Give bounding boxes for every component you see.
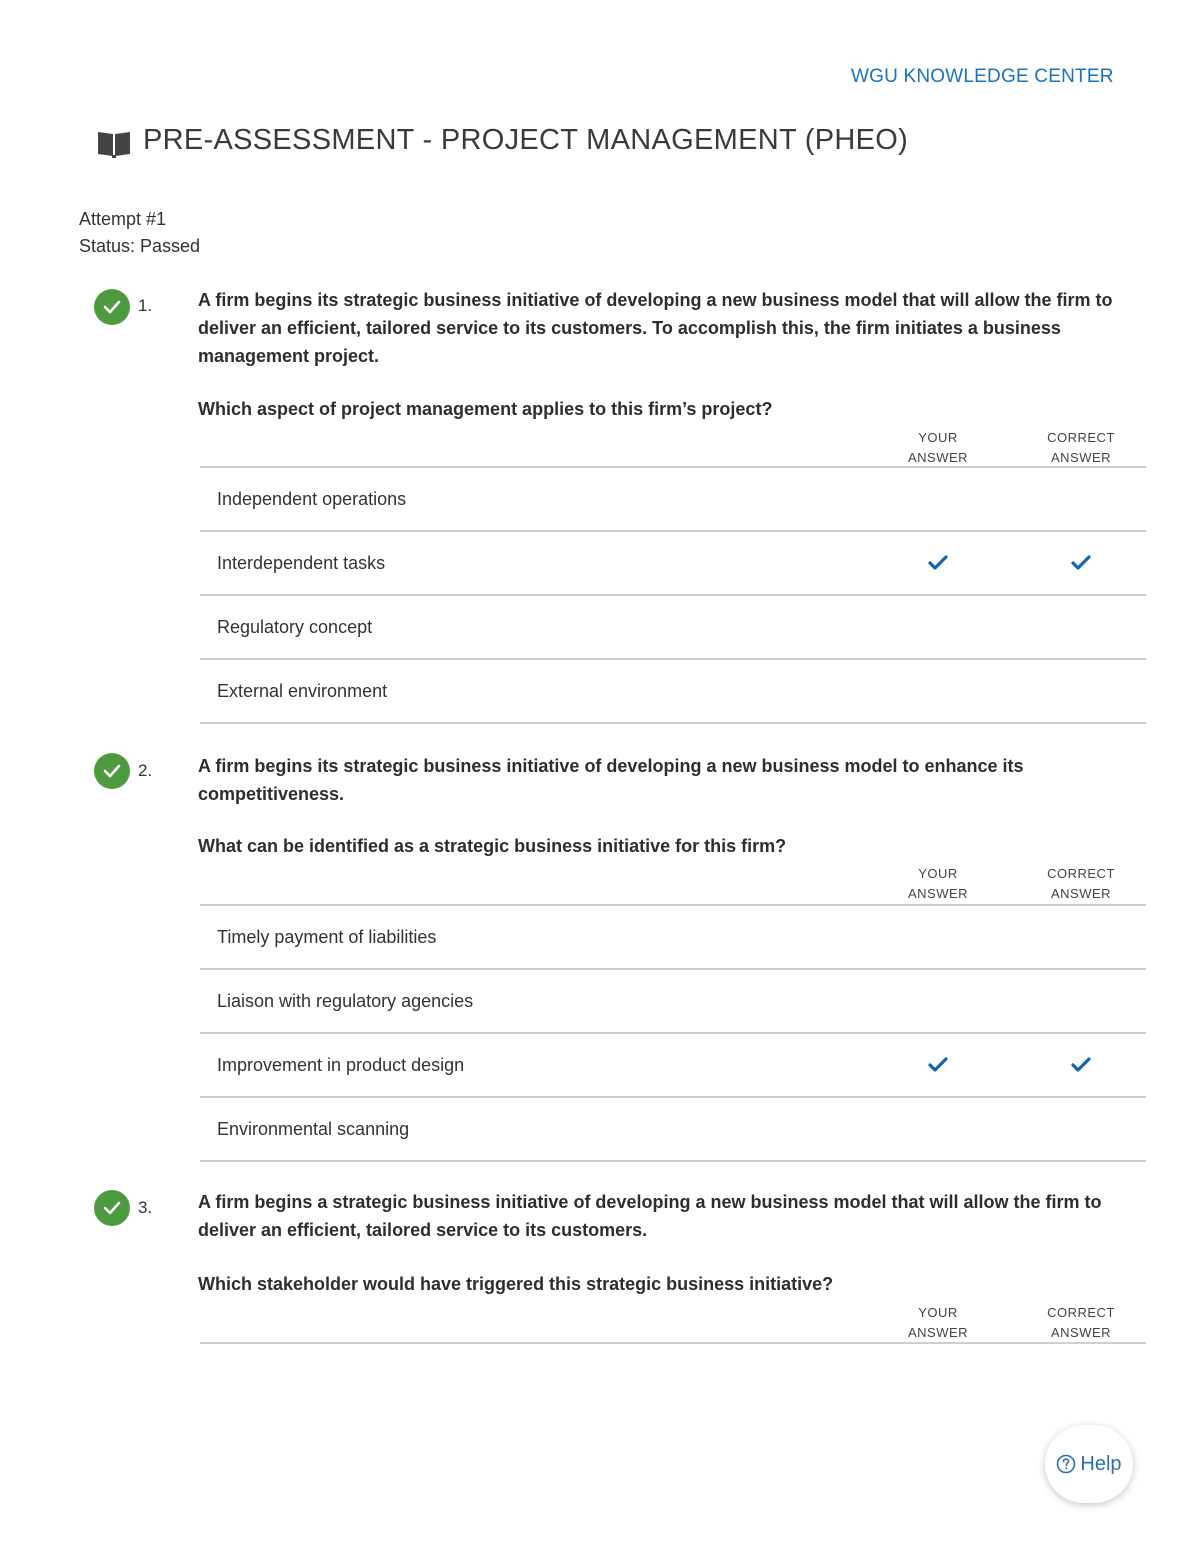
answer-text: Interdependent tasks	[217, 552, 386, 573]
help-button[interactable]	[1045, 1425, 1133, 1503]
question-number: 1.	[138, 296, 153, 315]
correct-check-icon	[94, 753, 130, 789]
question-stem: A firm begins its strategic business initiative of developing a new business model to enhance its competitiveness.	[198, 756, 1024, 804]
correct-answer-header	[1031, 1303, 1131, 1343]
answer-option	[200, 970, 1146, 1034]
answer-list	[200, 904, 1146, 1162]
correct-answer-check-icon	[1071, 1057, 1091, 1073]
your-answer-header	[888, 1303, 988, 1343]
correct-answer-header	[1031, 864, 1131, 904]
question-prompt: Which aspect of project management applies to this firm’s project?	[198, 399, 773, 419]
answer-text: External environment	[217, 680, 388, 701]
correct-answer-header-line2: ANSWER	[1050, 450, 1112, 465]
your-answer-header	[888, 864, 988, 904]
correct-answer-header-line2: ANSWER	[1050, 886, 1112, 901]
answer-text: Environmental scanning	[217, 1118, 410, 1139]
question-prompt: Which stakeholder would have triggered this strategic business initiative?	[198, 1274, 834, 1294]
correct-answer-header-line1: CORRECT	[1047, 430, 1115, 445]
book-icon	[97, 129, 131, 159]
correct-answer-header	[1031, 428, 1131, 468]
question-circle-icon	[1056, 1454, 1076, 1474]
help-label: Help	[1080, 1452, 1122, 1475]
your-answer-check-icon	[928, 1057, 948, 1073]
answer-option	[200, 1034, 1146, 1098]
brand-link[interactable]: WGU KNOWLEDGE CENTER	[851, 66, 1114, 87]
correct-answer-header-line2: ANSWER	[1050, 1325, 1112, 1340]
answer-list	[200, 1342, 1146, 1344]
attempt-number: Attempt #1	[79, 209, 167, 229]
your-answer-check-icon	[928, 555, 948, 571]
correct-check-icon	[94, 1190, 130, 1226]
answer-option	[200, 660, 1146, 724]
your-answer-header-line2: ANSWER	[907, 886, 969, 901]
correct-answer-header-line1: CORRECT	[1047, 866, 1115, 881]
answer-option	[200, 906, 1146, 970]
question-stem: A firm begins its strategic business initiative of developing a new business model that will allow the firm to deliver an efficient, tailored service to its customers. To accomplish this, the firm initiates a business management project.	[198, 290, 1113, 366]
question-stem: A firm begins a strategic business initiative of developing a new business model that will allow the firm to deliver an efficient, tailored service to its customers.	[198, 1192, 1102, 1240]
answer-option	[200, 468, 1146, 532]
your-answer-header	[888, 428, 988, 468]
answer-option	[200, 1098, 1146, 1162]
answer-text: Independent operations	[217, 488, 407, 509]
answer-option	[200, 596, 1146, 660]
question-prompt: What can be identified as a strategic business initiative for this firm?	[198, 836, 787, 856]
answer-list	[200, 466, 1146, 724]
answer-option	[200, 532, 1146, 596]
question-number: 2.	[138, 761, 153, 780]
answer-text: Improvement in product design	[217, 1054, 465, 1075]
your-answer-header-line1: YOUR	[918, 1305, 958, 1320]
your-answer-header-line2: ANSWER	[907, 1325, 969, 1340]
correct-check-icon	[94, 289, 130, 325]
answer-text: Liaison with regulatory agencies	[217, 990, 474, 1011]
answer-text: Regulatory concept	[217, 616, 373, 637]
your-answer-header-line1: YOUR	[918, 866, 958, 881]
question-number: 3.	[138, 1198, 153, 1217]
divider	[200, 1342, 1146, 1344]
your-answer-header-line1: YOUR	[918, 430, 958, 445]
correct-answer-check-icon	[1071, 555, 1091, 571]
correct-answer-header-line1: CORRECT	[1047, 1305, 1115, 1320]
attempt-status: Status: Passed	[79, 236, 201, 256]
your-answer-header-line2: ANSWER	[907, 450, 969, 465]
answer-text: Timely payment of liabilities	[217, 926, 437, 947]
page-title: PRE-ASSESSMENT - PROJECT MANAGEMENT (PHEO)	[143, 123, 909, 156]
page-header	[97, 121, 908, 159]
